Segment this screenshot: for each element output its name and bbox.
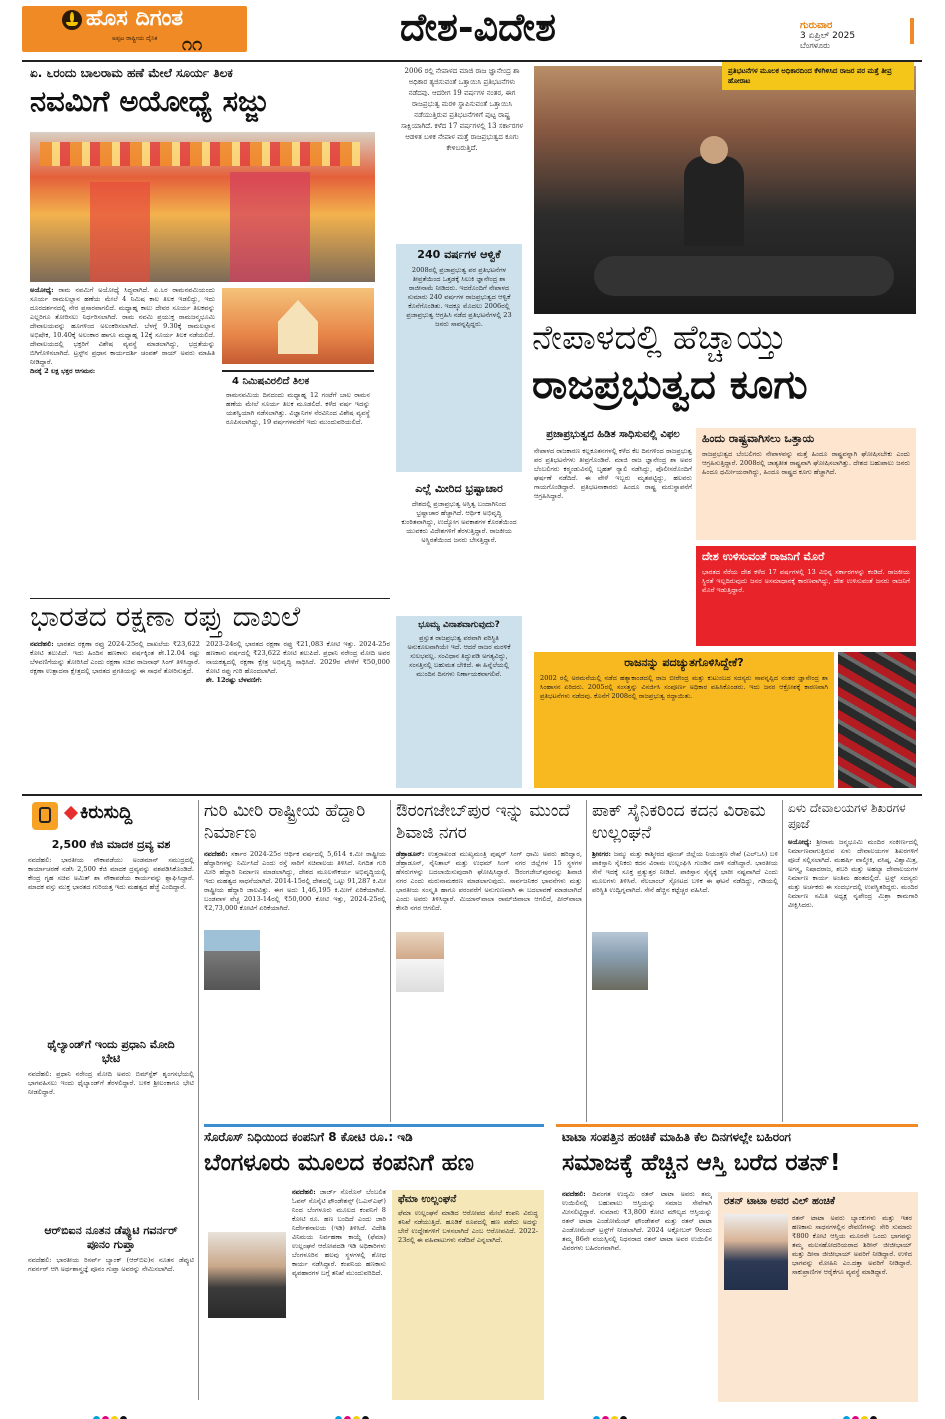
temples-headline: ಏಳು ದೇವಾಲಯಗಳ ಶಿಖರಗಳ ಪೂಜೆ bbox=[788, 801, 906, 831]
nepal-intro: 2006 ರಲ್ಲಿ ನೇಪಾಳದ ಮಾಜಿ ರಾಜ ಜ್ಞಾನೇಂದ್ರ ಶಾ ಅಧಿಕಾರ ತ್ಯಜಿಸುವಂತೆ ಒತ್ತಾಯಿಸಿ ಪ್ರತಿಭಟನೆಗಳು ನಡೆದವು. ಆದರೀಗ 19 ವರ್ಷಗಳ ನಂತರ, ಈಗ ರಾಜಪ್ರಭುತ್ವ ಮರಳಿ ಸ್ಥಾಪಿಸುವಂತೆ ಒತ್ತಾಯಿಸಿ ನಡೆಯುತ್ತಿರುವ ಪ್ರತಿಭಟನೆಗಳಿಗೆ ಪುಟ್ಟ ರಾಷ್ಟ್ರ ಸಾಕ್ಷಿಯಾಗಿದೆ. ಕಳೆದ 17 ವರ್ಷಗಳಲ್ಲಿ 13 ಸರ್ಕಾರಗಳ ಆಡಳಿತ ಬಳಿಕ ನೇಪಾಳ ಮತ್ತೆ ರಾಜಪ್ರಭುತ್ವದ ಕೂಗು ಕೇಳಿಬರುತ್ತಿದೆ. bbox=[400, 67, 524, 152]
tata-dateline: ನವದೆಹಲಿ: bbox=[562, 1190, 586, 1198]
kirusuddi-divider bbox=[198, 800, 199, 1400]
soros-fema-box bbox=[392, 1190, 544, 1400]
highway-road-photo bbox=[204, 930, 260, 990]
logo-text: ಹೊಸ ದಿಗಂತ bbox=[86, 6, 184, 31]
tata-will-box bbox=[718, 1192, 918, 1402]
nepal-hindu-title: ಹಿಂದು ರಾಷ್ಟ್ರವಾಗಿಸಲು ಒತ್ತಾಯ bbox=[702, 432, 815, 445]
registration-dots-3 bbox=[592, 1408, 628, 1419]
pak-divider bbox=[782, 800, 783, 1122]
temples-body-text: ಶ್ರೀರಾಮ ಜನ್ಮಭೂಮಿ ಮಂದಿರ ಸಂಕೀರ್ಣದಲ್ಲಿ ನಿರ್ಮಾಣವಾಗುತ್ತಿರುವ ಏಳು ದೇವಾಲಯಗಳ ಶಿಖರಗಳಿಗೆ ಪೂಜೆ ಸಲ್ಲಿಸಲಾಗಿದೆ. ಮಹರ್ಷಿ ವಾಲ್ಮೀಕಿ, ವಸಿಷ್ಠ, ವಿಶ್ವಾಮಿತ್ರ, ಅಗಸ್ತ್ಯ, ನಿಷಾದರಾಜ, ಶಬರಿ ಮತ್ತು ಅಹಲ್ಯಾ ದೇವಾಲಯಗಳ ನಿರ್ಮಾಣ ಕಾರ್ಯ ಅಂತಿಮ ಹಂತದಲ್ಲಿದೆ. ಟ್ರಸ್ಟ್ ಸದಸ್ಯರು ಮತ್ತು ಅರ್ಚಕರು ಈ ಸಂದರ್ಭದಲ್ಲಿ ಉಪಸ್ಥಿತರಿದ್ದರು. ಮಂದಿರ ನಿರ್ಮಾಣ ಸಮಿತಿ ಅಧ್ಯಕ್ಷ ನೃಪೇಂದ್ರ ಮಿಶ್ರಾ ಕಾಮಗಾರಿ ವೀಕ್ಷಿಸಿದರು. bbox=[788, 838, 918, 909]
date-accent-bar bbox=[910, 18, 914, 44]
section-title: ದೇಶ-ವಿದೇಶ bbox=[400, 4, 556, 49]
defence-top-rule bbox=[30, 598, 390, 599]
nepal-box-240-title: 240 ವರ್ಷಗಳ ಆಳ್ವಿಕೆ bbox=[417, 248, 501, 261]
highway-divider bbox=[390, 800, 391, 1122]
ayodhya-side-title: 4 ನಿಮಿಷವಿರಲಿದೆ ತಿಲಕ bbox=[232, 376, 310, 387]
defence-body-col1 bbox=[30, 640, 200, 786]
soros-body-text: ಜಾರ್ಜ್ ಸೊರೊಸ್ ಬೆಂಬಲಿತ ಓಪನ್ ಸೊಸೈಟಿ ಫೌಂಡೇಶನ್ಸ್ (ಒಎಸ್‌ಎಫ್) ನಿಂದ ಬೆಂಗಳೂರು ಮೂಲದ ಕಂಪನಿಗೆ 8 ಕೋಟಿ ರೂ. ಹಣ ಬಂದಿದೆ ಎಂದು ಜಾರಿ ನಿರ್ದೇಶನಾಲಯ (ಇಡಿ) ತಿಳಿಸಿದೆ. ವಿದೇಶಿ ವಿನಿಮಯ ನಿರ್ವಹಣಾ ಕಾಯ್ದೆ (ಫೆಮಾ) ಉಲ್ಲಂಘನೆ ಆರೋಪದಡಿ ಇಡಿ ಅಧಿಕಾರಿಗಳು ಬೆಂಗಳೂರಿನ ಹಲವು ಸ್ಥಳಗಳಲ್ಲಿ ಶೋಧ ಕಾರ್ಯ ನಡೆಸಿದ್ದಾರೆ. ಕಂಪನಿಯ ಹಣಕಾಸು ವ್ಯವಹಾರಗಳ ಬಗ್ಗೆ ತನಿಖೆ ಮುಂದುವರಿದಿದೆ. bbox=[292, 1188, 386, 1277]
nepal-hindu-body: ರಾಜಪ್ರಭುತ್ವದ ಬೆಂಬಲಿಗರು ನೇಪಾಳವನ್ನು ಮತ್ತೆ ಹಿಂದೂ ರಾಷ್ಟ್ರವನ್ನಾಗಿ ಘೋಷಿಸಬೇಕು ಎಂದು ಆಗ್ರಹಿಸುತ್ತಿದ್ದಾರೆ. 2008ರಲ್ಲಿ ಜಾತ್ಯತೀತ ರಾಷ್ಟ್ರವಾಗಿ ಘೋಷಿಸಲಾಗಿತ್ತು. ದೇಶದ ಬಹುಪಾಲು ಜನರು ಹಿಂದೂ ಧರ್ಮೀಯರಾಗಿದ್ದು, ಹಿಂದೂ ರಾಷ್ಟ್ರದ ಕೂಗು ಹೆಚ್ಚಾಗಿದೆ. bbox=[702, 450, 910, 476]
masthead-logo-block bbox=[22, 6, 247, 55]
aurangabad-dateline: ಡೆಹ್ರಾಡೂನ್: bbox=[396, 850, 425, 858]
kirusuddi-item-1-body: ನವದೆಹಲಿ: ಭಾರತೀಯ ನೌಕಾಪಡೆಯು ಅಂಡಮಾನ್ ಸಮುದ್ರದಲ್ಲಿ ಕಾರ್ಯಾಚರಣೆ ನಡೆಸಿ 2,500 ಕೆಜಿ ಮಾದಕ ದ್ರವ್ಯವನ್ನು ವಶಪಡಿಸಿಕೊಂಡಿದೆ. ಕೇಂದ್ರ ಗೃಹ ಸಚಿವ ಅಮಿತ್ ಶಾ ನೌಕಾಪಡೆಯ ಕಾರ್ಯವನ್ನು ಶ್ಲಾಘಿಸಿದ್ದಾರೆ. ಮಾದಕ ವಸ್ತು ಮುಕ್ತ ಭಾರತದ ಗುರಿಯತ್ತ ಇದು ಮಹತ್ವದ ಹೆಜ್ಜೆ ಎಂದಿದ್ದಾರೆ. bbox=[28, 856, 194, 891]
nepal-box-question-title: ಭೂಮ್ಯ ವಿನಾಶವಾಗುವುದು? bbox=[418, 620, 500, 630]
nepal-box-question-body: ಪ್ರಸ್ತುತ ರಾಜಪ್ರಭುತ್ವ ಪರವಾಗಿ ಪರಿಸ್ಥಿತಿ ಅನುಕೂಲವಾಗಿಯೇ ಇದೆ. ಆದರೆ ರಾಜರ ಮರಳಿಕೆ ಸುಲಭವಲ್ಲ. ಸಂವಿಧಾನ ತಿದ್ದುಪಡಿ ಅಗತ್ಯವಿದ್ದು, ಸಂಸತ್ತಿನಲ್ಲಿ ಬಹುಮತ ಬೇಕಿದೆ. ಈ ಹಿನ್ನೆಲೆಯಲ್ಲಿ ಮುಂದಿನ ದಿನಗಳು ನಿರ್ಣಾಯಕವಾಗಲಿವೆ. bbox=[407, 634, 511, 678]
date-block bbox=[800, 20, 910, 51]
nepal-hindu-box bbox=[696, 428, 916, 540]
soros-top-rule bbox=[204, 1124, 544, 1127]
tata-kicker: ಟಾಟಾ ಸಂಪತ್ತಿನ ಹಂಚಿಕೆ ಮಾಹಿತಿ ಕೆಲ ದಿನಗಳಲ್ಲೇ ಬಹಿರಂಗ bbox=[562, 1130, 791, 1144]
registration-dots-2 bbox=[334, 1408, 370, 1419]
nepal-box-corruption-body: ದೇಶದಲ್ಲಿ ಪ್ರಜಾಪ್ರಭುತ್ವ ಅಸ್ತಿತ್ವ ಬಂದಾಗಿನಿಂದ ಭ್ರಷ್ಟಾಚಾರ ಹೆಚ್ಚಾಗಿದೆ. ಆರ್ಥಿಕ ಅಭಿವೃದ್ಧಿ ಕುಂಠಿತವಾಗಿದ್ದು, ಉದ್ಯೋಗ ಅವಕಾಶಗಳ ಕೊರತೆಯಿಂದ ಯುವಕರು ವಿದೇಶಗಳಿಗೆ ತೆರಳುತ್ತಿದ್ದಾರೆ. ರಾಜಕೀಯ ಅಸ್ಥಿರತೆಯಿಂದ ಜನರು ಬೇಸತ್ತಿದ್ದಾರೆ. bbox=[401, 500, 517, 544]
nepal-box-question bbox=[396, 616, 522, 788]
logo-tagline: ಅಪ್ಪಟ ರಾಷ್ಟ್ರೀಯ ದೈನಿಕ bbox=[112, 35, 158, 42]
ayodhya-temple-photo bbox=[30, 132, 375, 282]
dhami-portrait-photo bbox=[396, 932, 444, 992]
kirusuddi-header bbox=[28, 800, 194, 834]
soros-body bbox=[292, 1188, 386, 1400]
kirusuddi-item-2-title: ಥೈಲ್ಯಾಂಡ್‌ಗೆ ಇಂದು ಪ್ರಧಾನಿ ಮೋದಿ ಭೇಟಿ bbox=[47, 1038, 175, 1065]
ayodhya-body-text: ರಾಮ ನವಮಿಗೆ ಅಯೋಧ್ಯೆ ಸಿದ್ಧವಾಗಿದೆ. ಏ.೬ರ ರಾಮನವಮಿಯಂದು ಸೂರ್ಯ ರಾಮಲಲ್ಲಾನ ಹಣೆಯ ಮೇಲೆ 4 ನಿಮಿಷ ಕಾಲ ತಿಲಕ ಇಡಲಿದ್ದು, ಇದು ದೂರದರ್ಶನದಲ್ಲಿ ನೇರ ಪ್ರಸಾರವಾಗಲಿದೆ. ಮಧ್ಯಾಹ್ನ ಕಾಲು ದೇವರ ಸೂರ್ಯ ತಿಲಕವನ್ನು ಎಲ್ಲರಿಗೂ ತೋರಿಸಲು ನಿರ್ಧರಿಸಲಾಗಿದೆ. ರಾಮ ನವಮಿ ಪ್ರಯುಕ್ತ ರಾಮಜನ್ಮಭೂಮಿ ದೇವಾಲಯವನ್ನು ಹೂಗಳಿಂದ ಅಲಂಕರಿಸಲಾಗಿದೆ. ಬೆಳಗ್ಗೆ 9.30ಕ್ಕೆ ರಾಮಲಲ್ಲಾನ ಅಭಿಷೇಕ, 10.40ಕ್ಕೆ ಅಲಂಕಾರ ಹಾಗೂ ಮಧ್ಯಾಹ್ನ 12ಕ್ಕೆ ಸೂರ್ಯ ತಿಲಕ ನಡೆಯಲಿದೆ. ದೇವಾಲಯದಲ್ಲಿ ಭಕ್ತರಿಗೆ ವಿಶೇಷ ವ್ಯವಸ್ಥೆ ಮಾಡಲಾಗಿದ್ದು, ಭದ್ರತೆಯನ್ನು ಬಿಗಿಗೊಳಿಸಲಾಗಿದೆ. ಟ್ರಸ್ಟ್‌ನ ಪ್ರಧಾನ ಕಾರ್ಯದರ್ಶಿ ಚಂಪತ್ ರಾಯ್ ಅವರು ಮಾಹಿತಿ ನೀಡಿದ್ದಾರೆ. bbox=[30, 286, 215, 366]
nepal-sub1-title: ಪ್ರಜಾಪ್ರಭುತ್ವದ ಹಿಡಿತ ಸಾಧಿಸುವಲ್ಲಿ ವಿಫಲ bbox=[546, 429, 680, 440]
ayodhya-kicker: ಏ. ೬ರಂದು ಬಾಲರಾಮ ಹಣೆ ಮೇಲೆ ಸೂರ್ಯ ತಿಲಕ bbox=[30, 66, 233, 80]
kirusuddi-item-1 bbox=[28, 838, 194, 1034]
tata-top-rule bbox=[556, 1124, 918, 1127]
ayodhya-temple-inset-photo bbox=[222, 288, 374, 364]
tata-will-body: ರತನ್ ಟಾಟಾ ಅವರು ಬ್ಯಾಂಕುಗಳು ಮತ್ತು ಇತರ ಹಣಕಾಸು ಸಾಧನಗಳಲ್ಲಿನ ಠೇವಣಿಗಳನ್ನು ಸೇರಿ ಸುಮಾರು ₹800 ಕೋಟಿ ಆಸ್ತಿಯ ಮೂರನೇ ಒಂದು ಭಾಗವನ್ನು ತಮ್ಮ ಮಲಸಹೋದರಿಯರಾದ ಶಿರೀನ್ ಜೀಜೀಭಾಯ್ ಮತ್ತು ದೀನಾ ಜೀಜೀಭಾಯ್ ಅವರಿಗೆ ನೀಡಿದ್ದಾರೆ. ಉಳಿದ ಭಾಗವನ್ನು ಮೋಹಿನಿ ಎಂ.ದತ್ತಾ ಅವರಿಗೆ ನೀಡಿದ್ದಾರೆ. ಸಾಕುಪ್ರಾಣಿಗಳ ಆರೈಕೆಗೂ ವ್ಯವಸ್ಥೆ ಮಾಡಿದ್ದಾರೆ. bbox=[792, 1214, 912, 1276]
nepal-box-corruption-title: ಎಲ್ಲೆ ಮೀರಿದ ಭ್ರಷ್ಟಾಚಾರ bbox=[415, 482, 503, 495]
temples-dateline: ಅಯೋಧ್ಯೆ: bbox=[788, 838, 812, 846]
day-label: ಗುರುವಾರ bbox=[800, 20, 833, 31]
soros-dateline: ನವದೆಹಲಿ: bbox=[292, 1188, 316, 1196]
soros-kicker: ಸೊರೊಸ್ ನಿಧಿಯಿಂದ ಕಂಪನಿಗೆ 8 ಕೋಟಿ ರೂ.: ಇಡಿ bbox=[204, 1130, 413, 1144]
date-label: 3 ಏಪ್ರಿಲ್ 2025 bbox=[800, 31, 856, 41]
border-photo bbox=[592, 932, 648, 990]
nepal-sub1 bbox=[534, 428, 692, 650]
tata-will-title: ರತನ್ ಟಾಟಾ ಅವರ ವಿಲ್ ಹಂಚಿಕೆ bbox=[724, 1196, 835, 1207]
nepal-rajanu-box bbox=[534, 652, 834, 788]
tata-body bbox=[562, 1190, 712, 1400]
nepal-rajanu-title: ರಾಜನನ್ನು ಪದಚ್ಯುತಗೊಳಿಸಿದ್ದೇಕೆ? bbox=[624, 656, 744, 669]
nepal-headline-line1: ನೇಪಾಳದಲ್ಲಿ ಹೆಚ್ಚಾಯ್ತು bbox=[532, 318, 787, 358]
soros-fema-body: ಫೆಮಾ ಉಲ್ಲಂಘನೆ ಮಾಡಿದ ಆರೋಪದ ಮೇಲೆ ಕಂಪನಿ ವಿರುದ್ಧ ತನಿಖೆ ನಡೆಯುತ್ತಿದೆ. ಹೂಡಿಕೆ ರೂಪದಲ್ಲಿ ಹಣ ಪಡೆದು ಅದನ್ನು ಬೇರೆ ಉದ್ದೇಶಗಳಿಗೆ ಬಳಸಲಾಗಿದೆ ಎಂಬ ಆರೋಪವಿದೆ. 2022-23ರಲ್ಲಿ ಈ ವಹಿವಾಟುಗಳು ನಡೆದಿವೆ ಎನ್ನಲಾಗಿದೆ. bbox=[398, 1209, 538, 1244]
ayodhya-headline: ನವಮಿಗೆ ಅಯೋಧ್ಯೆ ಸಜ್ಜು bbox=[30, 84, 269, 118]
nepal-desha-title: ದೇಶ ಉಳಿಸುವಂತೆ ರಾಜನಿಗೆ ಮೊರೆ bbox=[702, 550, 825, 563]
pak-story bbox=[592, 800, 778, 1120]
nepal-sub1-body: ನೇಪಾಳದ ರಾಜಕಾರಣ ಕಲ್ಲಕೂತನಗಳಲ್ಲಿ ಕಳೆದ ಕೆಲ ದಿನಗಳಿಂದ ರಾಜಪ್ರಭುತ್ವ ಪರ ಪ್ರತಿಭಟನೆಗಳು ತೀವ್ರಗೊಂಡಿವೆ. ಮಾಜಿ ರಾಜ ಜ್ಞಾನೇಂದ್ರ ಶಾ ಅವರ ಬೆಂಬಲಿಗರು ಕಠ್ಮಂಡುವಿನಲ್ಲಿ ಬೃಹತ್ ರ‍್ಯಾಲಿ ನಡೆಸಿದ್ದು, ಪೊಲೀಸರೊಂದಿಗೆ ಘರ್ಷಣೆ ನಡೆದಿದೆ. ಈ ವೇಳೆ ಇಬ್ಬರು ಮೃತಪಟ್ಟಿದ್ದು, ಹಲವರು ಗಾಯಗೊಂಡಿದ್ದಾರೆ. ಪ್ರತಿಭಟನಾಕಾರರು ಹಿಂದೂ ರಾಷ್ಟ್ರ ಮರುಸ್ಥಾಪನೆಗೆ ಆಗ್ರಹಿಸಿದ್ದಾರೆ. bbox=[534, 447, 692, 500]
pak-body-text: ಜಮ್ಮು ಮತ್ತು ಕಾಶ್ಮೀರದ ಪೂಂಚ್ ಜಿಲ್ಲೆಯ ನಿಯಂತ್ರಣ ರೇಖೆ (ಎಲ್‌ಒಸಿ) ಬಳಿ ಪಾಕಿಸ್ತಾನಿ ಸೈನಿಕರು ಕದನ ವಿರಾಮ ಉಲ್ಲಂಘಿಸಿ ಗುಂಡಿನ ದಾಳಿ ನಡೆಸಿದ್ದಾರೆ. ಭಾರತೀಯ ಸೇನೆ ಇದಕ್ಕೆ ಸೂಕ್ತ ಪ್ರತ್ಯುತ್ತರ ನೀಡಿದೆ. ಪಾಕಿಸ್ತಾನ ಸೈನ್ಯಕ್ಕೆ ಭಾರೀ ನಷ್ಟವಾಗಿದೆ ಎಂದು ಮೂಲಗಳು ತಿಳಿಸಿವೆ. ನೆಲಬಾಂಬ್ ಸ್ಫೋಟದ ಬಳಿಕ ಈ ಘಟನೆ ನಡೆದಿದ್ದು, ಗಡಿಯಲ್ಲಿ ಪರಿಸ್ಥಿತಿ ಉದ್ವಿಗ್ನವಾಗಿದೆ. ಸೇನೆ ಹೆಚ್ಚಿನ ಕಟ್ಟೆಚ್ಚರ ವಹಿಸಿದೆ. bbox=[592, 850, 778, 894]
nepal-headline-line2: ರಾಜಪ್ರಭುತ್ವದ ಕೂಗು bbox=[532, 362, 808, 408]
tata-body-text: ದಿವಂಗತ ಉದ್ಯಮಿ ರತನ್ ಟಾಟಾ ಅವರು ತಮ್ಮ ಉಯಿಲಿನಲ್ಲಿ ಬಹುಪಾಲು ಆಸ್ತಿಯನ್ನು ಸಮಾಜ ಸೇವೆಗಾಗಿ ಮೀಸಲಿಟ್ಟಿದ್ದಾರೆ. ಸುಮಾರು ₹3,800 ಕೋಟಿ ಮೌಲ್ಯದ ಆಸ್ತಿಯನ್ನು ರತನ್ ಟಾಟಾ ಎಂಡೋಮೆಂಟ್ ಫೌಂಡೇಶನ್ ಮತ್ತು ರತನ್ ಟಾಟಾ ಎಂಡೋಮೆಂಟ್ ಟ್ರಸ್ಟ್‌ಗೆ ನೀಡಲಾಗಿದೆ. 2024 ಅಕ್ಟೋಬರ್ 9ರಂದು ತಮ್ಮ 86ನೇ ವಯಸ್ಸಿನಲ್ಲಿ ನಿಧನರಾದ ರತನ್ ಟಾಟಾ ಅವರ ಉಯಿಲಿನ ವಿವರಗಳು ಬಹಿರಂಗವಾಗಿವೆ. bbox=[562, 1190, 712, 1252]
kirusuddi-item-2-body: ನವದೆಹಲಿ: ಪ್ರಧಾನಿ ನರೇಂದ್ರ ಮೋದಿ ಅವರು ಬಿಮ್‌ಸ್ಟೆಕ್ ಶೃಂಗಸಭೆಯಲ್ಲಿ ಭಾಗವಹಿಸಲು ಇಂದು ಥೈಲ್ಯಾಂಡ್‌ಗೆ ತೆರಳಲಿದ್ದಾರೆ. ಬಳಿಕ ಶ್ರೀಲಂಕಾಗೂ ಭೇಟಿ ನೀಡಲಿದ್ದಾರೆ. bbox=[28, 1070, 194, 1096]
defence-subhead: ಶೇ. 12ರಷ್ಟು ಬೆಳವಣಿಗೆ: bbox=[206, 676, 262, 684]
kirusuddi-item-2 bbox=[28, 1038, 194, 1218]
page-number: ೧೧ bbox=[182, 34, 203, 55]
kirusuddi-item-3-title: ಆರ್‌ಬಿಐನ ನೂತನ ಡೆಪ್ಯುಟಿ ಗವರ್ನರ್ ಪೂನಂ ಗುಪ್ತಾ bbox=[44, 1224, 178, 1251]
lower-section-rule bbox=[22, 794, 922, 796]
hand-icon bbox=[32, 802, 58, 830]
highway-story bbox=[204, 800, 386, 1120]
kirusuddi-item-3-body: ನವದೆಹಲಿ: ಭಾರತೀಯ ರಿಸರ್ವ್ ಬ್ಯಾಂಕ್ (ಆರ್‌ಬಿಐ)ನ ನೂತನ ಡೆಪ್ಯುಟಿ ಗವರ್ನರ್ ಆಗಿ ಅರ್ಥಶಾಸ್ತ್ರಜ್ಞೆ ಪೂನಂ ಗುಪ್ತಾ ಅವರನ್ನು ನೇಮಿಸಲಾಗಿದೆ. bbox=[28, 1256, 194, 1273]
soros-portrait-photo bbox=[208, 1232, 286, 1318]
highway-body-text: ಸರ್ಕಾರ 2024-25ರ ಆರ್ಥಿಕ ವರ್ಷದಲ್ಲಿ 5,614 ಕಿ.ಮೀ ರಾಷ್ಟ್ರೀಯ ಹೆದ್ದಾರಿಗಳನ್ನು ನಿರ್ಮಿಸಿದೆ ಎಂದು ರಸ್ತೆ ಸಾರಿಗೆ ಸಚಿವಾಲಯ ತಿಳಿಸಿದೆ. ನಿಗದಿತ ಗುರಿ ಮೀರಿ ಹೆದ್ದಾರಿ ನಿರ್ಮಾಣ ಮಾಡಲಾಗಿದ್ದು, ದೇಶದ ಮೂಲಸೌಕರ್ಯ ಅಭಿವೃದ್ಧಿಯಲ್ಲಿ ಇದು ಮಹತ್ವದ ಸಾಧನೆಯಾಗಿದೆ. 2014-15ರಲ್ಲಿ ದೇಶದಲ್ಲಿ ಒಟ್ಟು 91,287 ಕಿ.ಮೀ ರಾಷ್ಟ್ರೀಯ ಹೆದ್ದಾರಿ ಜಾಲವಿತ್ತು. ಈಗ ಅದು 1,46,195 ಕಿ.ಮೀಗೆ ಏರಿಕೆಯಾಗಿದೆ. ಬಂಡವಾಳ ವೆಚ್ಚ 2013-14ರಲ್ಲಿ ₹50,000 ಕೋಟಿ ಇತ್ತು, 2024-25ರಲ್ಲಿ ₹2,73,000 ಕೋಟಿಗೆ ಏರಿಕೆಯಾಗಿದೆ. bbox=[204, 850, 386, 912]
pak-dateline: ಶ್ರೀನಗರ: bbox=[592, 850, 611, 858]
pak-headline: ಪಾಕ್ ಸೈನಿಕರಿಂದ ಕದನ ವಿರಾಮ ಉಲ್ಲಂಘನೆ bbox=[592, 801, 766, 843]
soros-fema-title: ಫೆಮಾ ಉಲ್ಲಂಘನೆ bbox=[398, 1194, 457, 1205]
kirusuddi-item-1-title: 2,500 ಕೆಜಿ ಮಾದಕ ದ್ರವ್ಯ ವಶ bbox=[51, 838, 171, 851]
defence-body-text: ಭಾರತದ ರಕ್ಷಣಾ ರಫ್ತು 2024-25ರಲ್ಲಿ ದಾಖಲೆಯ ₹23,622 ಕೋಟಿ ತಲುಪಿದೆ. ಇದು ಹಿಂದಿನ ಹಣಕಾಸು ವರ್ಷಕ್ಕಿಂತ ಶೇ.12.04 ರಷ್ಟು ಬೆಳವಣಿಗೆಯನ್ನು ತೋರಿಸಿದೆ ಎಂದು ರಕ್ಷಣಾ ಸಚಿವ ರಾಜನಾಥ್ ಸಿಂಗ್ ತಿಳಿಸಿದ್ದಾರೆ. ರಕ್ಷಣಾ ಉತ್ಪಾದನಾ ಕ್ಷೇತ್ರದಲ್ಲಿ ಭಾರತದ ಪ್ರಗತಿಯನ್ನು ಈ ಸಾಧನೆ ತೋರಿಸುತ್ತದೆ. bbox=[30, 640, 200, 675]
registration-dots-1 bbox=[92, 1408, 128, 1419]
defence-headline: ಭಾರತದ ರಕ್ಷಣಾ ರಫ್ತು ದಾಖಲೆ bbox=[30, 600, 301, 633]
aurangabad-story bbox=[396, 800, 582, 1120]
nepal-photo-caption: ಪ್ರತಿಭಟನೆಗಳ ಮೂಲಕ ಅಧಿಕಾರದಿಂದ ಕೆಳಗಿಳಿಸಿದ ರಾಜರ ಪರ ಮತ್ತೆ ತೀವ್ರ ಹೋರಾಟ bbox=[722, 62, 914, 90]
registration-dots-4 bbox=[842, 1408, 878, 1419]
nepal-protest-photo bbox=[838, 652, 916, 788]
nepal-desha-box bbox=[696, 546, 916, 646]
ayodhya-side-body: ರಾಮನವಮಿಯ ದಿನದಂದು ಮಧ್ಯಾಹ್ನ 12 ಗಂಟೆಗೆ ಬಾಲ ರಾಮನ ಹಣೆಯ ಮೇಲೆ ಸೂರ್ಯ ತಿಲಕ ಮೂಡಲಿದೆ. ಕಳೆದ ವರ್ಷ ಇದನ್ನು ಯಶಸ್ವಿಯಾಗಿ ನಡೆಸಲಾಗಿತ್ತು. ವಿಜ್ಞಾನಿಗಳ ನೆರವಿನಿಂದ ವಿಶೇಷ ವ್ಯವಸ್ಥೆ ರೂಪಿಸಲಾಗಿದ್ದು, 19 ವರ್ಷಗಳವರೆಗೆ ಇದು ಮುಂದುವರಿಯಲಿದೆ. bbox=[226, 391, 370, 426]
defence-body-col2 bbox=[206, 640, 390, 786]
nepal-box-corruption bbox=[396, 480, 522, 610]
highway-headline: ಗುರಿ ಮೀರಿ ರಾಷ್ಟ್ರೀಯ ಹೆದ್ದಾರಿ ನಿರ್ಮಾಣ bbox=[204, 801, 366, 843]
city-label: ಬೆಂಗಳೂರು bbox=[800, 41, 830, 50]
kirusuddi-column bbox=[28, 800, 194, 1400]
highway-dateline: ನವದೆಹಲಿ: bbox=[204, 850, 228, 858]
lamp-icon bbox=[62, 10, 82, 30]
nepal-box-240 bbox=[396, 244, 522, 472]
ayodhya-subhead: ದಿನಕ್ಕೆ 2 ಲಕ್ಷ ಭಕ್ತರ ಆಗಮನ: bbox=[30, 367, 96, 375]
masthead bbox=[0, 0, 945, 58]
defence-body-text-2: 2023-24ರಲ್ಲಿ ಭಾರತದ ರಕ್ಷಣಾ ರಫ್ತು ₹21,083 ಕೋಟಿ ಇತ್ತು. 2024-25ರ ಹಣಕಾಸು ವರ್ಷದಲ್ಲಿ ₹23,622 ಕೋಟಿ ತಲುಪಿದೆ. ಪ್ರಧಾನಿ ನರೇಂದ್ರ ಮೋದಿ ಅವರ ನಾಯಕತ್ವದಲ್ಲಿ ರಕ್ಷಣಾ ಕ್ಷೇತ್ರ ಅಭಿವೃದ್ಧಿ ಸಾಧಿಸಿದೆ. 2029ರ ವೇಳೆಗೆ ₹50,000 ಕೋಟಿ ರಫ್ತು ಗುರಿ ಹೊಂದಲಾಗಿದೆ. bbox=[206, 640, 390, 675]
ayodhya-side-box bbox=[222, 370, 374, 592]
footer-registration-marks bbox=[0, 1406, 945, 1418]
ratan-tata-portrait-photo bbox=[724, 1214, 788, 1290]
nepal-rajanu-body: 2002 ರಲ್ಲಿ ಅರಮನೆಯಲ್ಲಿ ನಡೆದ ಹತ್ಯಾಕಾಂಡದಲ್ಲಿ ರಾಜ ಬೀರೇಂದ್ರ ಮತ್ತು ಕುಟುಂಬದ ಸದಸ್ಯರು ಸಾವನ್ನಪ್ಪಿದ ನಂತರ ಜ್ಞಾನೇಂದ್ರ ಶಾ ಸಿಂಹಾಸನ ಏರಿದರು. 2005ರಲ್ಲಿ ಸಂಸತ್ತನ್ನು ವಿಸರ್ಜಿಸಿ ಸಂಪೂರ್ಣ ಅಧಿಕಾರ ವಹಿಸಿಕೊಂಡರು. ಇದು ಜನರ ಆಕ್ರೋಶಕ್ಕೆ ಕಾರಣವಾಗಿ ಪ್ರತಿಭಟನೆಗಳು ನಡೆದವು. ಕೊನೆಗೆ 2008ರಲ್ಲಿ ರಾಜಪ್ರಭುತ್ವ ರದ್ದಾಯಿತು. bbox=[540, 674, 828, 700]
aurangabad-body-text: ಉತ್ತರಾಖಂಡ ಮುಖ್ಯಮಂತ್ರಿ ಪುಷ್ಕರ್ ಸಿಂಗ್ ಧಾಮಿ ಅವರು ಹರಿದ್ವಾರ, ಡೆಹ್ರಾಡೂನ್, ನೈನಿತಾಲ್ ಮತ್ತು ಉಧಮ್ ಸಿಂಗ್ ನಗರ ಜಿಲ್ಲೆಗಳ 15 ಸ್ಥಳಗಳ ಹೆಸರುಗಳನ್ನು ಬದಲಾಯಿಸುವುದಾಗಿ ಘೋಷಿಸಿದ್ದಾರೆ. ಔರಂಗಜೇಬ್‌ಪುರವನ್ನು ಶಿವಾಜಿ ನಗರ ಎಂದು ಮರುನಾಮಕರಣ ಮಾಡಲಾಗುವುದು. ಸಾರ್ವಜನಿಕರ ಭಾವನೆಗಳು ಮತ್ತು ಭಾರತೀಯ ಸಂಸ್ಕೃತಿ ಹಾಗೂ ಪರಂಪರೆಗೆ ಅನುಗುಣವಾಗಿ ಈ ಬದಲಾವಣೆ ಮಾಡಲಾಗಿದೆ ಎಂದು ಅವರು ತಿಳಿಸಿದ್ದಾರೆ. ಮಿಯಾನ್‌ವಾಲಾ ರಾಮ್‌ಜಿವಾಲಾ ಆಗಲಿದೆ, ಪೀರ್‌ವಾಲಾ ಕೇಸರಿ ನಗರ ಆಗಲಿದೆ. bbox=[396, 850, 582, 912]
nepal-king-photo bbox=[534, 66, 916, 314]
kirusuddi-item-3 bbox=[28, 1224, 194, 1400]
aurangabad-headline: ಔರಂಗಜೇಬ್‌ಪುರ ಇನ್ನು ಮುಂದೆ ಶಿವಾಜಿ ನಗರ bbox=[396, 801, 571, 843]
soros-headline: ಬೆಂಗಳೂರು ಮೂಲದ ಕಂಪನಿಗೆ ಹಣ bbox=[204, 1150, 474, 1176]
nepal-desha-body: ಭಾರತದ ನೆರೆಯ ದೇಶ ಕಳೆದ 17 ವರ್ಷಗಳಲ್ಲಿ 13 ವಿಭಿನ್ನ ಸರ್ಕಾರಗಳನ್ನು ಕಂಡಿದೆ. ರಾಜಕೀಯ ಸ್ಥಿರತೆ ಇಲ್ಲದಿರುವುದು ಜನರ ಅಸಮಾಧಾನಕ್ಕೆ ಕಾರಣವಾಗಿದ್ದು, ದೇಶ ಉಳಿಸುವಂತೆ ಜನರು ರಾಜನಿಗೆ ಮೊರೆ ಇಡುತ್ತಿದ್ದಾರೆ. bbox=[702, 568, 910, 594]
kirusuddi-title: ಕಿರುಸುದ್ದಿ bbox=[80, 802, 133, 823]
temples-body bbox=[788, 838, 918, 1202]
tata-headline: ಸಮಾಜಕ್ಕೆ ಹೆಚ್ಚಿನ ಆಸ್ತಿ ಬರೆದ ರತನ್! bbox=[562, 1150, 841, 1176]
ayodhya-dateline: ಅಯೋಧ್ಯೆ: bbox=[30, 286, 54, 294]
kirusuddi-heart-icon bbox=[64, 806, 78, 820]
defence-dateline: ನವದೆಹಲಿ: bbox=[30, 640, 54, 648]
aurangabad-divider bbox=[586, 800, 587, 1122]
nepal-box-240-body: 2008ರಲ್ಲಿ ಪ್ರಜಾಪ್ರಭುತ್ವ ಪರ ಪ್ರತಿಭಟನೆಗಳ ತೀವ್ರತೆಯಿಂದ ಒತ್ತಡಕ್ಕೆ ಸಿಲುಕಿ ಜ್ಞಾನೇಂದ್ರ ಶಾ ರಾಜೀನಾಮೆ ನೀಡಿದರು. ಇದರೊಂದಿಗೆ ನೇಪಾಳದ ಸುಮಾರು 240 ವರ್ಷಗಳ ರಾಜಪ್ರಭುತ್ವದ ಆಳ್ವಿಕೆ ಕೊನೆಗೊಂಡಿತು. ಇದಕ್ಕೂ ಮೊದಲು 2006ರಲ್ಲಿ ಪ್ರಜಾಪ್ರಭುತ್ವ ಆಗ್ರಹಿಸಿ ನಡೆದ ಪ್ರತಿಭಟನೆಗಳಲ್ಲಿ 23 ಜನರು ಸಾವನ್ನಪ್ಪಿದ್ದರು. bbox=[406, 266, 512, 328]
ayodhya-body bbox=[30, 286, 215, 594]
